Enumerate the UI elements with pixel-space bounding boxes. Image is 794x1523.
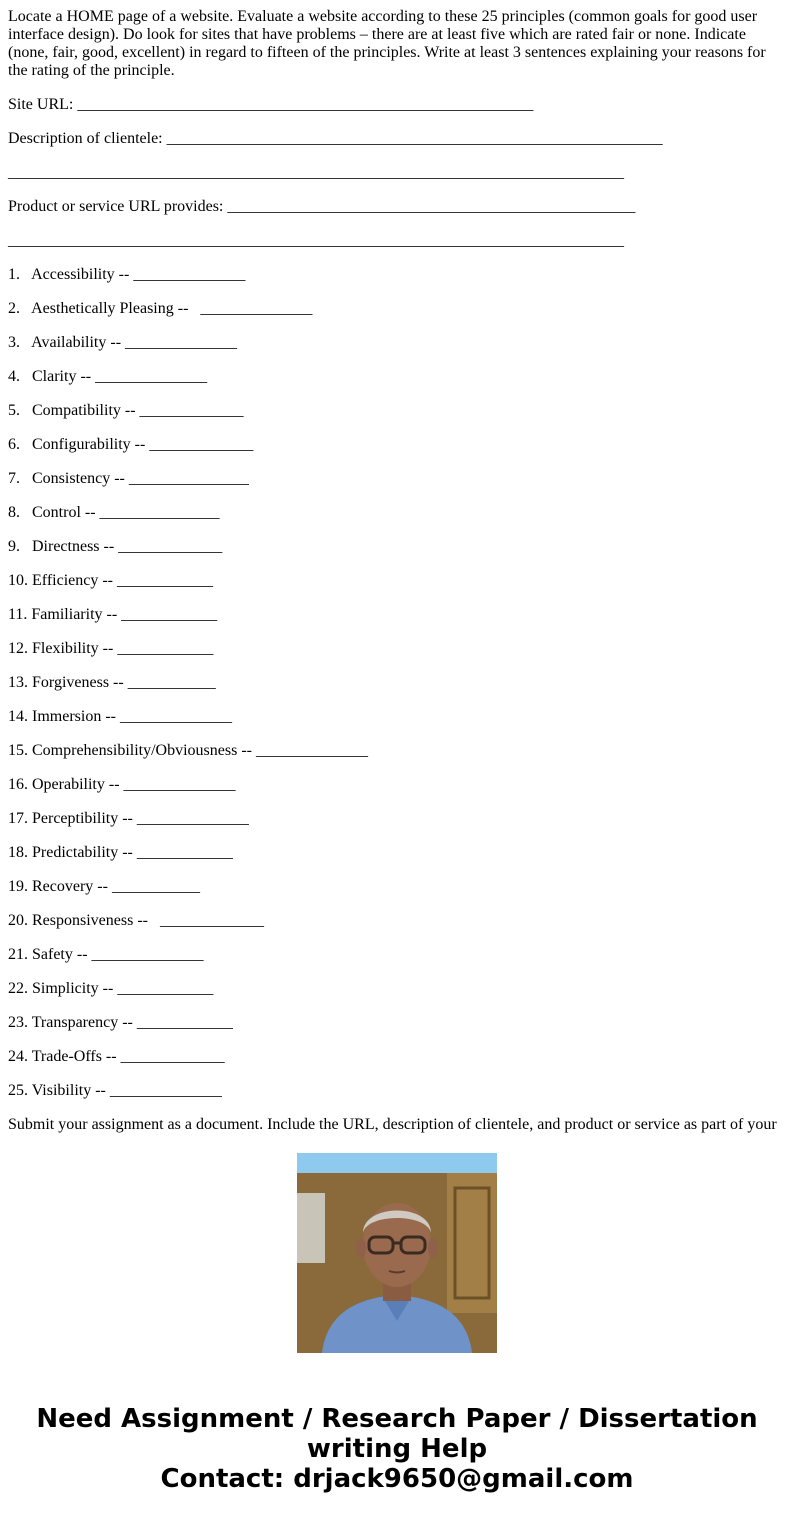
principle-item: 12. Flexibility -- ____________	[8, 640, 214, 657]
promo-contact: Contact: drjack9650@gmail.com	[160, 1464, 634, 1494]
principle-item: 2. Aesthetically Pleasing -- ______________	[8, 300, 313, 317]
principle-item: 23. Transparency -- ____________	[8, 1014, 233, 1031]
product-blank-line: _____________________________________________________________________________	[8, 232, 624, 249]
promo-line: writing Help	[306, 1434, 488, 1464]
principle-item: 11. Familiarity -- ____________	[8, 606, 218, 623]
avatar-wall-panel	[297, 1193, 325, 1263]
principle-item: 5. Compatibility -- _____________	[8, 402, 244, 419]
principle-item: 16. Operability -- ______________	[8, 776, 236, 793]
principle-item: 13. Forgiveness -- ___________	[8, 674, 216, 691]
principle-item: 24. Trade-Offs -- _____________	[8, 1048, 225, 1065]
product-line: Product or service URL provides: ___________________________________________________	[8, 198, 636, 215]
principle-item: 1. Accessibility -- ______________	[8, 266, 246, 283]
site-url-line: Site URL: _________________________________________________________	[8, 96, 534, 113]
instructions-paragraph: Locate a HOME page of a website. Evaluate a website according to these 25 principles (common goals for good user interface design). Do look for sites that have problems – there are at least five which are rated fair or none. Indicate (none, fair, good, excellent) in regard to fifteen of the principles. Write at least 3 sentences explaining your reasons for the rating of the principle.	[8, 8, 766, 79]
principle-item: 15. Comprehensibility/Obviousness -- ______________	[8, 742, 368, 759]
principle-item: 8. Control -- _______________	[8, 504, 220, 521]
principle-item: 9. Directness -- _____________	[8, 538, 223, 555]
promo-banner	[0, 1404, 794, 1494]
principle-item: 19. Recovery -- ___________	[8, 878, 200, 895]
clientele-line: Description of clientele: ______________________________________________________________	[8, 130, 663, 147]
principle-item: 17. Perceptibility -- ______________	[8, 810, 249, 827]
assignment-document	[8, 8, 778, 1133]
submit-instructions: Submit your assignment as a document. Include the URL, description of clientele, and product or service as part of your	[8, 1116, 777, 1133]
clientele-blank-line: _____________________________________________________________________________	[8, 164, 624, 181]
principle-item: 25. Visibility -- ______________	[8, 1082, 222, 1099]
principle-item: 3. Availability -- ______________	[8, 334, 238, 351]
principle-item: 10. Efficiency -- ____________	[8, 572, 213, 589]
principle-item: 14. Immersion -- ______________	[8, 708, 232, 725]
principle-item: 7. Consistency -- _______________	[8, 470, 249, 487]
promo-line: Need Assignment / Research Paper / Dissertation	[36, 1404, 758, 1434]
principle-item: 20. Responsiveness -- _____________	[8, 912, 264, 929]
principle-item: 6. Configurability -- _____________	[8, 436, 254, 453]
principle-item: 21. Safety -- ______________	[8, 946, 204, 963]
author-avatar	[297, 1153, 497, 1353]
author-portrait-image	[297, 1153, 497, 1353]
principle-item: 18. Predictability -- ____________	[8, 844, 233, 861]
principle-item: 22. Simplicity -- ____________	[8, 980, 214, 997]
principle-item: 4. Clarity -- ______________	[8, 368, 208, 385]
